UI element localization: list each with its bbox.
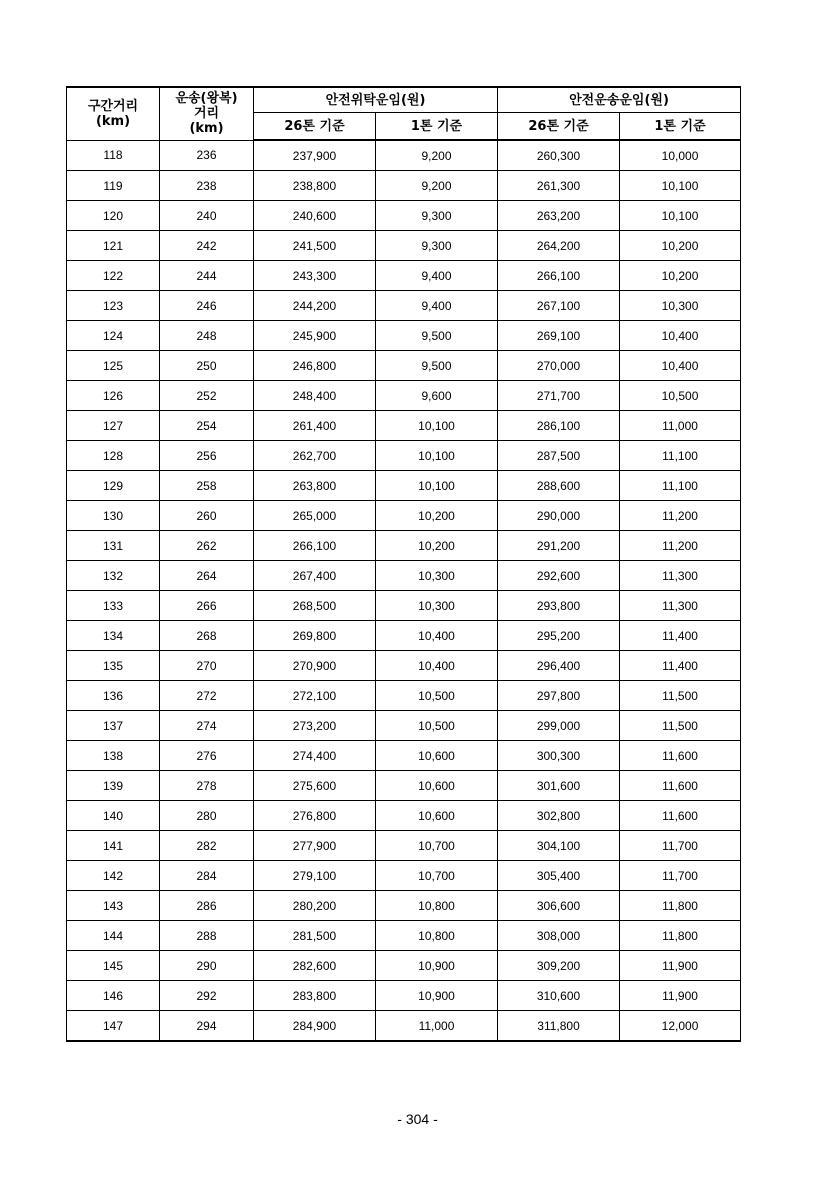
consign-26t-cell: 238,800 <box>254 171 376 201</box>
transport-26t-cell: 291,200 <box>498 531 620 561</box>
section-distance-cell: 132 <box>67 561 160 591</box>
section-distance-cell: 127 <box>67 411 160 441</box>
consign-1t-cell: 9,600 <box>376 381 498 411</box>
transport-1t-cell: 11,500 <box>620 681 741 711</box>
section-distance-cell: 124 <box>67 321 160 351</box>
transport-26t-cell: 269,100 <box>498 321 620 351</box>
header-consign-1t: 1톤 기준 <box>376 113 498 141</box>
table-row <box>67 471 741 501</box>
table-row <box>67 140 741 171</box>
header-section-distance: 구간거리 (km) <box>67 87 160 140</box>
transport-distance-cell: 294 <box>160 1011 254 1042</box>
consign-1t-cell: 9,500 <box>376 321 498 351</box>
table-row <box>67 651 741 681</box>
transport-distance-cell: 282 <box>160 831 254 861</box>
section-distance-cell: 142 <box>67 861 160 891</box>
consign-26t-cell: 273,200 <box>254 711 376 741</box>
consign-1t-cell: 9,200 <box>376 140 498 171</box>
transport-distance-cell: 244 <box>160 261 254 291</box>
section-distance-cell: 141 <box>67 831 160 861</box>
transport-distance-cell: 284 <box>160 861 254 891</box>
consign-26t-cell: 248,400 <box>254 381 376 411</box>
consign-1t-cell: 10,700 <box>376 831 498 861</box>
transport-26t-cell: 295,200 <box>498 621 620 651</box>
header-transport-1t: 1톤 기준 <box>620 113 741 141</box>
transport-distance-cell: 270 <box>160 651 254 681</box>
table-row <box>67 891 741 921</box>
consign-1t-cell: 10,800 <box>376 921 498 951</box>
section-distance-cell: 120 <box>67 201 160 231</box>
table-row <box>67 441 741 471</box>
consign-26t-cell: 263,800 <box>254 471 376 501</box>
section-distance-cell: 139 <box>67 771 160 801</box>
table-row <box>67 681 741 711</box>
transport-26t-cell: 301,600 <box>498 771 620 801</box>
transport-distance-cell: 276 <box>160 741 254 771</box>
consign-26t-cell: 267,400 <box>254 561 376 591</box>
section-distance-cell: 119 <box>67 171 160 201</box>
table-row <box>67 261 741 291</box>
section-distance-cell: 143 <box>67 891 160 921</box>
header-transport-rate-group: 안전운송운임(원) <box>498 87 741 113</box>
consign-1t-cell: 10,300 <box>376 591 498 621</box>
table-row <box>67 501 741 531</box>
transport-distance-cell: 266 <box>160 591 254 621</box>
transport-26t-cell: 267,100 <box>498 291 620 321</box>
transport-distance-cell: 264 <box>160 561 254 591</box>
transport-26t-cell: 300,300 <box>498 741 620 771</box>
transport-distance-cell: 292 <box>160 981 254 1011</box>
transport-1t-cell: 11,900 <box>620 981 741 1011</box>
transport-26t-cell: 264,200 <box>498 231 620 261</box>
transport-distance-cell: 250 <box>160 351 254 381</box>
consign-26t-cell: 276,800 <box>254 801 376 831</box>
transport-1t-cell: 11,000 <box>620 411 741 441</box>
table-row <box>67 741 741 771</box>
transport-26t-cell: 287,500 <box>498 441 620 471</box>
transport-26t-cell: 310,600 <box>498 981 620 1011</box>
section-distance-cell: 147 <box>67 1011 160 1042</box>
transport-26t-cell: 296,400 <box>498 651 620 681</box>
section-distance-cell: 146 <box>67 981 160 1011</box>
consign-1t-cell: 10,400 <box>376 651 498 681</box>
transport-1t-cell: 10,300 <box>620 291 741 321</box>
section-distance-cell: 125 <box>67 351 160 381</box>
consign-26t-cell: 279,100 <box>254 861 376 891</box>
transport-distance-cell: 274 <box>160 711 254 741</box>
transport-26t-cell: 260,300 <box>498 140 620 171</box>
transport-26t-cell: 292,600 <box>498 561 620 591</box>
table-row <box>67 711 741 741</box>
consign-1t-cell: 10,900 <box>376 951 498 981</box>
transport-1t-cell: 11,700 <box>620 831 741 861</box>
transport-1t-cell: 11,500 <box>620 711 741 741</box>
table-row <box>67 561 741 591</box>
transport-1t-cell: 10,400 <box>620 351 741 381</box>
section-distance-cell: 133 <box>67 591 160 621</box>
transport-1t-cell: 11,100 <box>620 471 741 501</box>
transport-distance-cell: 290 <box>160 951 254 981</box>
section-distance-cell: 129 <box>67 471 160 501</box>
section-distance-cell: 140 <box>67 801 160 831</box>
transport-26t-cell: 305,400 <box>498 861 620 891</box>
transport-1t-cell: 11,100 <box>620 441 741 471</box>
consign-1t-cell: 10,100 <box>376 441 498 471</box>
consign-26t-cell: 272,100 <box>254 681 376 711</box>
table-row <box>67 951 741 981</box>
consign-26t-cell: 275,600 <box>254 771 376 801</box>
transport-1t-cell: 11,200 <box>620 531 741 561</box>
consign-1t-cell: 10,700 <box>376 861 498 891</box>
consign-26t-cell: 265,000 <box>254 501 376 531</box>
transport-26t-cell: 286,100 <box>498 411 620 441</box>
consign-1t-cell: 9,200 <box>376 171 498 201</box>
transport-26t-cell: 263,200 <box>498 201 620 231</box>
freight-rate-table <box>66 86 741 1042</box>
section-distance-cell: 126 <box>67 381 160 411</box>
transport-1t-cell: 11,400 <box>620 621 741 651</box>
consign-1t-cell: 10,200 <box>376 531 498 561</box>
transport-1t-cell: 11,600 <box>620 741 741 771</box>
consign-1t-cell: 10,200 <box>376 501 498 531</box>
consign-1t-cell: 10,300 <box>376 561 498 591</box>
section-distance-cell: 118 <box>67 140 160 171</box>
consign-1t-cell: 10,900 <box>376 981 498 1011</box>
transport-1t-cell: 10,400 <box>620 321 741 351</box>
transport-26t-cell: 297,800 <box>498 681 620 711</box>
consign-1t-cell: 10,100 <box>376 411 498 441</box>
section-distance-cell: 121 <box>67 231 160 261</box>
transport-distance-cell: 286 <box>160 891 254 921</box>
transport-distance-cell: 272 <box>160 681 254 711</box>
transport-distance-cell: 288 <box>160 921 254 951</box>
page-number: - 304 - <box>397 1111 438 1127</box>
consign-26t-cell: 268,500 <box>254 591 376 621</box>
table-row <box>67 201 741 231</box>
section-distance-cell: 137 <box>67 711 160 741</box>
transport-1t-cell: 10,200 <box>620 261 741 291</box>
table-row <box>67 591 741 621</box>
consign-26t-cell: 237,900 <box>254 140 376 171</box>
section-distance-cell: 135 <box>67 651 160 681</box>
consign-26t-cell: 269,800 <box>254 621 376 651</box>
transport-26t-cell: 299,000 <box>498 711 620 741</box>
consign-26t-cell: 274,400 <box>254 741 376 771</box>
section-distance-cell: 123 <box>67 291 160 321</box>
transport-1t-cell: 11,800 <box>620 891 741 921</box>
consign-1t-cell: 10,600 <box>376 741 498 771</box>
transport-distance-cell: 260 <box>160 501 254 531</box>
table-row <box>67 231 741 261</box>
table-row <box>67 861 741 891</box>
transport-26t-cell: 266,100 <box>498 261 620 291</box>
transport-1t-cell: 10,500 <box>620 381 741 411</box>
section-distance-cell: 130 <box>67 501 160 531</box>
section-distance-cell: 144 <box>67 921 160 951</box>
consign-26t-cell: 280,200 <box>254 891 376 921</box>
transport-26t-cell: 270,000 <box>498 351 620 381</box>
transport-distance-cell: 280 <box>160 801 254 831</box>
consign-26t-cell: 282,600 <box>254 951 376 981</box>
table-row <box>67 351 741 381</box>
table-body <box>67 140 741 1041</box>
transport-26t-cell: 302,800 <box>498 801 620 831</box>
table-row <box>67 801 741 831</box>
table-row <box>67 621 741 651</box>
section-distance-cell: 134 <box>67 621 160 651</box>
transport-1t-cell: 11,600 <box>620 771 741 801</box>
transport-distance-cell: 254 <box>160 411 254 441</box>
table-row <box>67 171 741 201</box>
transport-1t-cell: 10,000 <box>620 140 741 171</box>
transport-1t-cell: 11,600 <box>620 801 741 831</box>
table-row <box>67 381 741 411</box>
transport-1t-cell: 11,200 <box>620 501 741 531</box>
transport-distance-cell: 278 <box>160 771 254 801</box>
consign-1t-cell: 10,600 <box>376 801 498 831</box>
consign-1t-cell: 11,000 <box>376 1011 498 1042</box>
transport-26t-cell: 293,800 <box>498 591 620 621</box>
transport-1t-cell: 10,200 <box>620 231 741 261</box>
transport-26t-cell: 261,300 <box>498 171 620 201</box>
transport-1t-cell: 11,900 <box>620 951 741 981</box>
transport-distance-cell: 238 <box>160 171 254 201</box>
transport-distance-cell: 262 <box>160 531 254 561</box>
transport-distance-cell: 248 <box>160 321 254 351</box>
header-consign-26t: 26톤 기준 <box>254 113 376 141</box>
section-distance-cell: 138 <box>67 741 160 771</box>
consign-26t-cell: 240,600 <box>254 201 376 231</box>
transport-26t-cell: 271,700 <box>498 381 620 411</box>
table-row <box>67 831 741 861</box>
transport-1t-cell: 11,300 <box>620 561 741 591</box>
transport-distance-cell: 236 <box>160 140 254 171</box>
transport-distance-cell: 242 <box>160 231 254 261</box>
consign-26t-cell: 245,900 <box>254 321 376 351</box>
transport-distance-cell: 256 <box>160 441 254 471</box>
transport-1t-cell: 10,100 <box>620 201 741 231</box>
consign-1t-cell: 10,500 <box>376 681 498 711</box>
transport-1t-cell: 11,700 <box>620 861 741 891</box>
transport-1t-cell: 11,800 <box>620 921 741 951</box>
consign-26t-cell: 241,500 <box>254 231 376 261</box>
consign-1t-cell: 10,600 <box>376 771 498 801</box>
section-distance-cell: 145 <box>67 951 160 981</box>
consign-1t-cell: 9,400 <box>376 261 498 291</box>
table-row <box>67 531 741 561</box>
consign-1t-cell: 9,400 <box>376 291 498 321</box>
consign-1t-cell: 10,100 <box>376 471 498 501</box>
transport-distance-cell: 240 <box>160 201 254 231</box>
transport-distance-cell: 246 <box>160 291 254 321</box>
transport-26t-cell: 304,100 <box>498 831 620 861</box>
consign-1t-cell: 10,800 <box>376 891 498 921</box>
table-row <box>67 771 741 801</box>
transport-1t-cell: 11,300 <box>620 591 741 621</box>
table-row <box>67 411 741 441</box>
consign-26t-cell: 261,400 <box>254 411 376 441</box>
consign-26t-cell: 266,100 <box>254 531 376 561</box>
consign-26t-cell: 277,900 <box>254 831 376 861</box>
consign-26t-cell: 246,800 <box>254 351 376 381</box>
header-consign-rate-group: 안전위탁운임(원) <box>254 87 498 113</box>
transport-distance-cell: 258 <box>160 471 254 501</box>
section-distance-cell: 128 <box>67 441 160 471</box>
consign-26t-cell: 262,700 <box>254 441 376 471</box>
consign-26t-cell: 284,900 <box>254 1011 376 1042</box>
transport-26t-cell: 311,800 <box>498 1011 620 1042</box>
transport-1t-cell: 11,400 <box>620 651 741 681</box>
table-row <box>67 981 741 1011</box>
transport-26t-cell: 288,600 <box>498 471 620 501</box>
consign-1t-cell: 9,300 <box>376 201 498 231</box>
transport-distance-cell: 252 <box>160 381 254 411</box>
consign-26t-cell: 243,300 <box>254 261 376 291</box>
table-row <box>67 921 741 951</box>
header-transport-distance: 운송(왕복) 거리 (km) <box>160 87 254 140</box>
consign-1t-cell: 10,500 <box>376 711 498 741</box>
transport-distance-cell: 268 <box>160 621 254 651</box>
table-row <box>67 1011 741 1042</box>
consign-1t-cell: 9,500 <box>376 351 498 381</box>
table-row <box>67 291 741 321</box>
section-distance-cell: 122 <box>67 261 160 291</box>
table-row <box>67 321 741 351</box>
transport-1t-cell: 12,000 <box>620 1011 741 1042</box>
consign-1t-cell: 10,400 <box>376 621 498 651</box>
section-distance-cell: 131 <box>67 531 160 561</box>
transport-26t-cell: 309,200 <box>498 951 620 981</box>
consign-26t-cell: 283,800 <box>254 981 376 1011</box>
transport-26t-cell: 290,000 <box>498 501 620 531</box>
consign-26t-cell: 281,500 <box>254 921 376 951</box>
consign-26t-cell: 244,200 <box>254 291 376 321</box>
consign-26t-cell: 270,900 <box>254 651 376 681</box>
transport-1t-cell: 10,100 <box>620 171 741 201</box>
header-transport-26t: 26톤 기준 <box>498 113 620 141</box>
transport-26t-cell: 306,600 <box>498 891 620 921</box>
consign-1t-cell: 9,300 <box>376 231 498 261</box>
section-distance-cell: 136 <box>67 681 160 711</box>
transport-26t-cell: 308,000 <box>498 921 620 951</box>
